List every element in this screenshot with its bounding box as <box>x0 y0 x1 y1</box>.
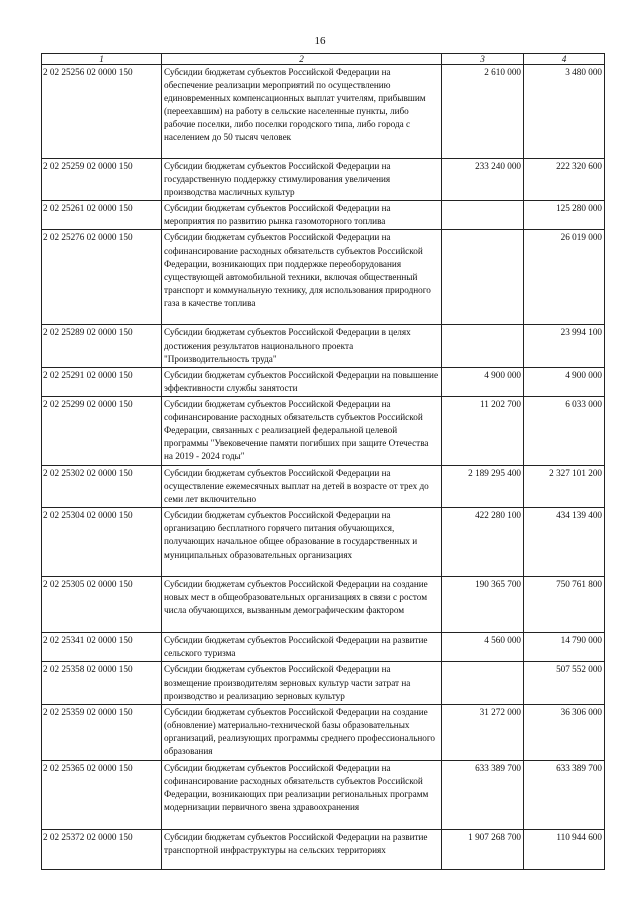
description-cell: Субсидии бюджетам субъектов Российской Федерации на развитие транспортной инфраструктуры на сельских территориях <box>162 829 442 869</box>
table-row <box>42 65 605 159</box>
page-number: 16 <box>314 35 326 47</box>
description-cell: Субсидии бюджетам субъектов Российской Федерации в целях достижения результатов национального проекта "Производительность труда" <box>162 325 442 367</box>
budget-code-cell: 2 02 25261 02 0000 150 <box>42 201 162 230</box>
value-2021-cell: 31 272 000 <box>442 704 524 760</box>
value-2022-cell: 222 320 600 <box>524 159 605 201</box>
description-cell: Субсидии бюджетам субъектов Российской Федерации на софинансирование расходных обязательств субъектов Российской Федерации, возникающих при поддержке переоборудования существующей автомобильной техники, включая общественный транспорт и коммунальную технику, для использования природного газа в качестве топлива <box>162 230 442 325</box>
column-header-1: 1 <box>42 54 162 65</box>
value-2022-cell: 6 033 000 <box>524 396 605 465</box>
table-row <box>42 704 605 760</box>
value-2022-cell: 750 761 800 <box>524 577 605 633</box>
description-cell: Субсидии бюджетам субъектов Российской Федерации на развитие сельского туризма <box>162 633 442 662</box>
budget-table-container <box>41 53 604 870</box>
budget-code-cell: 2 02 25259 02 0000 150 <box>42 159 162 201</box>
value-2021-cell: 190 365 700 <box>442 577 524 633</box>
budget-code-cell: 2 02 25359 02 0000 150 <box>42 704 162 760</box>
value-2021-cell: 2 610 000 <box>442 65 524 159</box>
table-row <box>42 829 605 869</box>
value-2022-cell: 3 480 000 <box>524 65 605 159</box>
value-2021-cell <box>442 201 524 230</box>
budget-code-cell: 2 02 25365 02 0000 150 <box>42 760 162 829</box>
value-2021-cell: 1 907 268 700 <box>442 829 524 869</box>
budget-code-cell: 2 02 25358 02 0000 150 <box>42 662 162 704</box>
value-2022-cell: 507 552 000 <box>524 662 605 704</box>
budget-code-cell: 2 02 25372 02 0000 150 <box>42 829 162 869</box>
budget-code-cell: 2 02 25276 02 0000 150 <box>42 230 162 325</box>
value-2022-cell: 434 139 400 <box>524 508 605 577</box>
budget-code-cell: 2 02 25299 02 0000 150 <box>42 396 162 465</box>
budget-code-cell: 2 02 25291 02 0000 150 <box>42 367 162 396</box>
budget-code-cell: 2 02 25302 02 0000 150 <box>42 465 162 507</box>
value-2022-cell: 26 019 000 <box>524 230 605 325</box>
header-row <box>42 54 605 65</box>
value-2021-cell: 11 202 700 <box>442 396 524 465</box>
budget-code-cell: 2 02 25341 02 0000 150 <box>42 633 162 662</box>
value-2021-cell: 422 280 100 <box>442 508 524 577</box>
table-row <box>42 367 605 396</box>
value-2021-cell <box>442 325 524 367</box>
table-row <box>42 159 605 201</box>
description-cell: Субсидии бюджетам субъектов Российской Федерации на осуществление ежемесячных выплат на детей в возрасте от трех до семи лет включительно <box>162 465 442 507</box>
value-2022-cell: 36 306 000 <box>524 704 605 760</box>
table-row <box>42 396 605 465</box>
table-row <box>42 201 605 230</box>
description-cell: Субсидии бюджетам субъектов Российской Федерации на повышение эффективности службы занятости <box>162 367 442 396</box>
value-2021-cell: 4 560 000 <box>442 633 524 662</box>
description-cell: Субсидии бюджетам субъектов Российской Федерации на обеспечение реализации мероприятий по осуществлению единовременных компенсационных выплат учителям, прибывшим (переехавшим) на работу в сельские населенные пункты, либо рабочие поселки, либо поселки городского типа, либо города с населением до 50 тысяч человек <box>162 65 442 159</box>
budget-code-cell: 2 02 25305 02 0000 150 <box>42 577 162 633</box>
value-2022-cell: 110 944 600 <box>524 829 605 869</box>
value-2022-cell: 125 280 000 <box>524 201 605 230</box>
value-2022-cell: 23 994 100 <box>524 325 605 367</box>
table-row <box>42 760 605 829</box>
table-row <box>42 325 605 367</box>
value-2021-cell: 633 389 700 <box>442 760 524 829</box>
budget-code-cell: 2 02 25304 02 0000 150 <box>42 508 162 577</box>
table-row <box>42 465 605 507</box>
value-2022-cell: 4 900 000 <box>524 367 605 396</box>
value-2022-cell: 2 327 101 200 <box>524 465 605 507</box>
value-2021-cell: 233 240 000 <box>442 159 524 201</box>
value-2021-cell <box>442 230 524 325</box>
table-row <box>42 508 605 577</box>
table-row <box>42 577 605 633</box>
description-cell: Субсидии бюджетам субъектов Российской Федерации на мероприятия по развитию рынка газомоторного топлива <box>162 201 442 230</box>
value-2021-cell: 2 189 295 400 <box>442 465 524 507</box>
table-row <box>42 662 605 704</box>
budget-code-cell: 2 02 25289 02 0000 150 <box>42 325 162 367</box>
value-2022-cell: 633 389 700 <box>524 760 605 829</box>
value-2021-cell: 4 900 000 <box>442 367 524 396</box>
column-header-3: 3 <box>442 54 524 65</box>
table-row <box>42 633 605 662</box>
description-cell: Субсидии бюджетам субъектов Российской Федерации на возмещение производителям зерновых культур части затрат на производство и реализацию зерновых культур <box>162 662 442 704</box>
value-2022-cell: 14 790 000 <box>524 633 605 662</box>
description-cell: Субсидии бюджетам субъектов Российской Федерации на софинансирование расходных обязательств субъектов Российской Федерации, возникающих при реализации региональных программ модернизации первичного звена здравоохранения <box>162 760 442 829</box>
value-2021-cell <box>442 662 524 704</box>
column-header-2: 2 <box>162 54 442 65</box>
description-cell: Субсидии бюджетам субъектов Российской Федерации на создание новых мест в общеобразовательных организациях в связи с ростом числа обучающихся, вызванным демографическим фактором <box>162 577 442 633</box>
description-cell: Субсидии бюджетам субъектов Российской Федерации на государственную поддержку стимулирования увеличения производства масличных культур <box>162 159 442 201</box>
budget-code-cell: 2 02 25256 02 0000 150 <box>42 65 162 159</box>
budget-table <box>41 53 605 870</box>
column-header-4: 4 <box>524 54 605 65</box>
description-cell: Субсидии бюджетам субъектов Российской Федерации на софинансирование расходных обязательств субъектов Российской Федерации, связанных с реализацией федеральной целевой программы "Увековечение памяти погибших при защите Отечества на 2019 - 2024 годы" <box>162 396 442 465</box>
description-cell: Субсидии бюджетам субъектов Российской Федерации на организацию бесплатного горячего питания обучающихся, получающих начальное общее образование в государственных и муниципальных образовательных организациях <box>162 508 442 577</box>
description-cell: Субсидии бюджетам субъектов Российской Федерации на создание (обновление) материально-технической базы образовательных организаций, реализующих программы среднего профессионального образования <box>162 704 442 760</box>
table-row <box>42 230 605 325</box>
